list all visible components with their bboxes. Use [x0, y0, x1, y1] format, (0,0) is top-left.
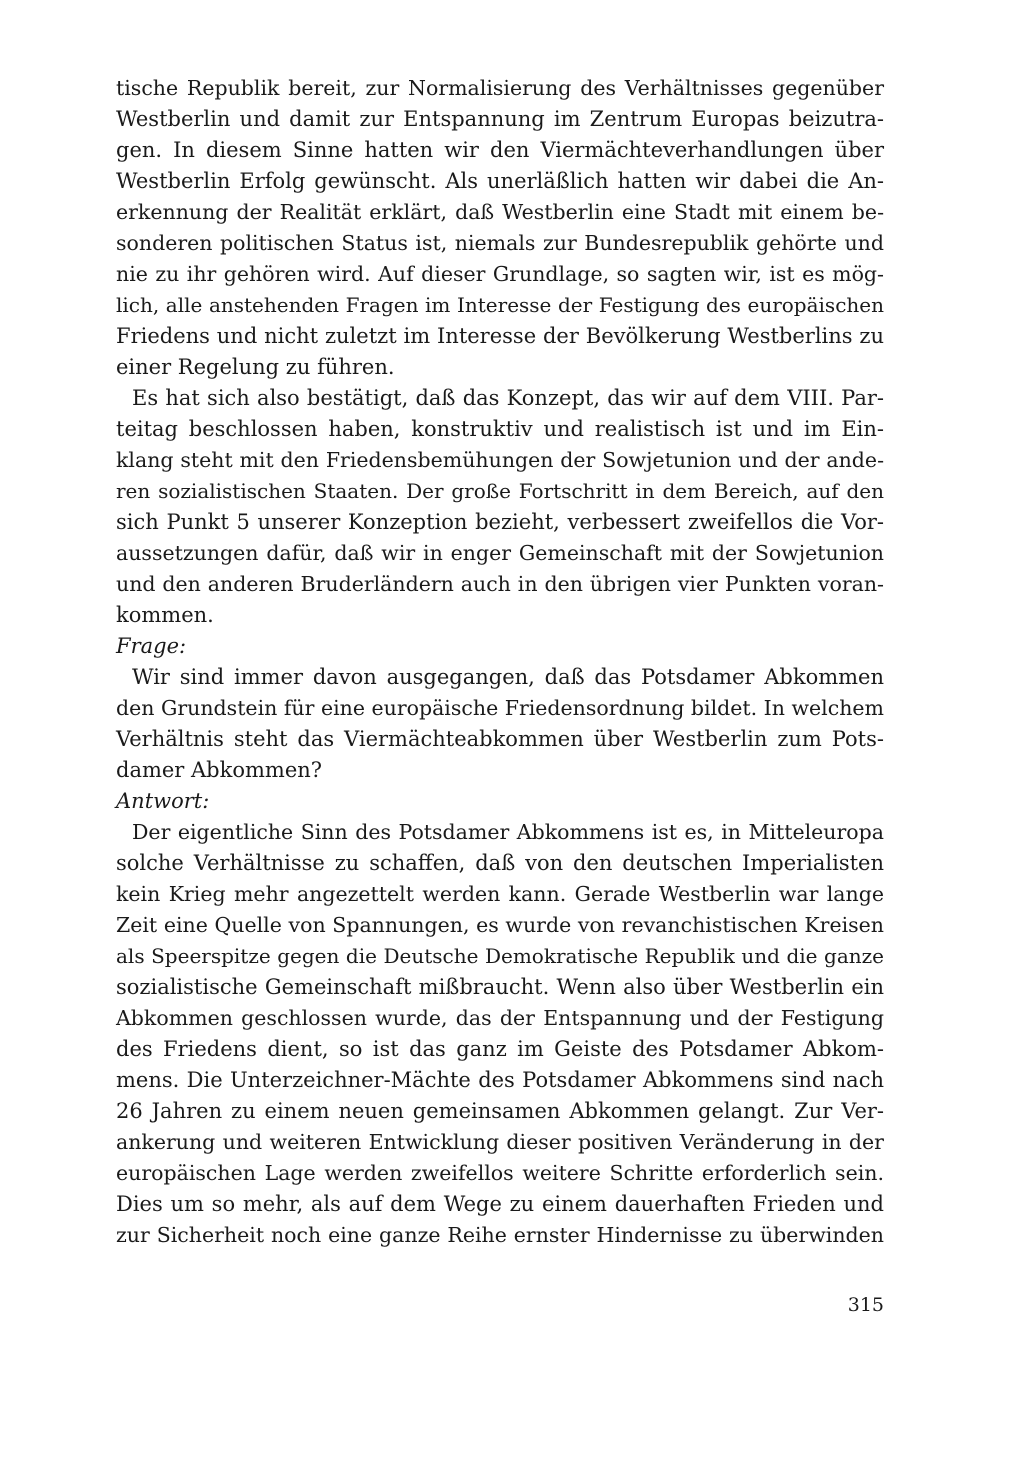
- text-line: kein Krieg mehr angezettelt werden kann. Gerade Westberlin war lange: [116, 882, 884, 906]
- text-line: des Friedens dient, so ist das ganz im Geiste des Potsdamer Abkom-: [116, 1037, 884, 1061]
- text-line: Friedens und nicht zuletzt im Interesse der Bevölkerung Westberlins zu: [116, 324, 884, 348]
- page-number: 315: [847, 1294, 884, 1316]
- text-line: Zeit eine Quelle von Spannungen, es wurde von revanchistischen Kreisen: [116, 913, 884, 937]
- text-line: und den anderen Bruderländern auch in den übrigen vier Punkten voran-: [116, 572, 884, 596]
- text-line: Westberlin und damit zur Entspannung im Zentrum Europas beizutra-: [116, 107, 884, 131]
- body-text: [116, 73, 884, 1251]
- answer-label: Antwort:: [116, 789, 210, 813]
- text-line: Der eigentliche Sinn des Potsdamer Abkommens ist es, in Mitteleuropa: [132, 820, 884, 844]
- text-line: Abkommen geschlossen wurde, das der Entspannung und der Festigung: [116, 1006, 884, 1030]
- text-line: sonderen politischen Status ist, niemals zur Bundesrepublik gehörte und: [116, 231, 884, 255]
- text-line: Westberlin Erfolg gewünscht. Als unerläßlich hatten wir dabei die An-: [116, 169, 884, 193]
- text-line: ankerung und weiteren Entwicklung dieser positiven Veränderung in der: [116, 1130, 884, 1154]
- text-line: europäischen Lage werden zweifellos weitere Schritte erforderlich sein.: [116, 1161, 884, 1185]
- text-line: Es hat sich also bestätigt, daß das Konzept, das wir auf dem VIII. Par-: [132, 386, 884, 410]
- text-line: mens. Die Unterzeichner-Mächte des Potsdamer Abkommens sind nach: [116, 1068, 884, 1092]
- text-line: solche Verhältnisse zu schaffen, daß von den deutschen Imperialisten: [116, 851, 884, 875]
- text-line: lich, alle anstehenden Fragen im Interesse der Festigung des europäischen: [116, 293, 884, 317]
- text-line: aussetzungen dafür, daß wir in enger Gemeinschaft mit der Sowjetunion: [116, 541, 884, 565]
- text-line: tische Republik bereit, zur Normalisierung des Verhältnisses gegenüber: [116, 76, 884, 100]
- text-line: sozialistische Gemeinschaft mißbraucht. Wenn also über Westberlin ein: [116, 975, 884, 999]
- text-line: einer Regelung zu führen.: [116, 355, 395, 379]
- text-line: erkennung der Realität erklärt, daß Westberlin eine Stadt mit einem be-: [116, 200, 884, 224]
- text-line: zur Sicherheit noch eine ganze Reihe ernster Hindernisse zu überwinden: [116, 1223, 884, 1247]
- text-line: damer Abkommen?: [116, 758, 323, 782]
- text-line: 26 Jahren zu einem neuen gemeinsamen Abkommen gelangt. Zur Ver-: [116, 1099, 884, 1123]
- text-line: Verhältnis steht das Viermächteabkommen über Westberlin zum Pots-: [116, 727, 884, 751]
- text-line: sich Punkt 5 unserer Konzeption bezieht, verbessert zweifellos die Vor-: [116, 510, 884, 534]
- text-line: Dies um so mehr, als auf dem Wege zu einem dauerhaften Frieden und: [116, 1192, 884, 1216]
- text-line: als Speerspitze gegen die Deutsche Demokratische Republik und die ganze: [116, 944, 884, 968]
- text-line: Wir sind immer davon ausgegangen, daß das Potsdamer Abkommen: [132, 665, 884, 689]
- text-line: den Grundstein für eine europäische Friedensordnung bildet. In welchem: [116, 696, 884, 720]
- text-line: nie zu ihr gehören wird. Auf dieser Grundlage, so sagten wir, ist es mög-: [116, 262, 884, 286]
- text-line: teitag beschlossen haben, konstruktiv und realistisch ist und im Ein-: [116, 417, 884, 441]
- text-line: ren sozialistischen Staaten. Der große Fortschritt in dem Bereich, auf den: [116, 479, 884, 503]
- question-label: Frage:: [116, 634, 187, 658]
- text-line: klang steht mit den Friedensbemühungen der Sowjetunion und der ande-: [116, 448, 884, 472]
- text-line: kommen.: [116, 603, 214, 627]
- text-line: gen. In diesem Sinne hatten wir den Viermächteverhandlungen über: [116, 138, 884, 162]
